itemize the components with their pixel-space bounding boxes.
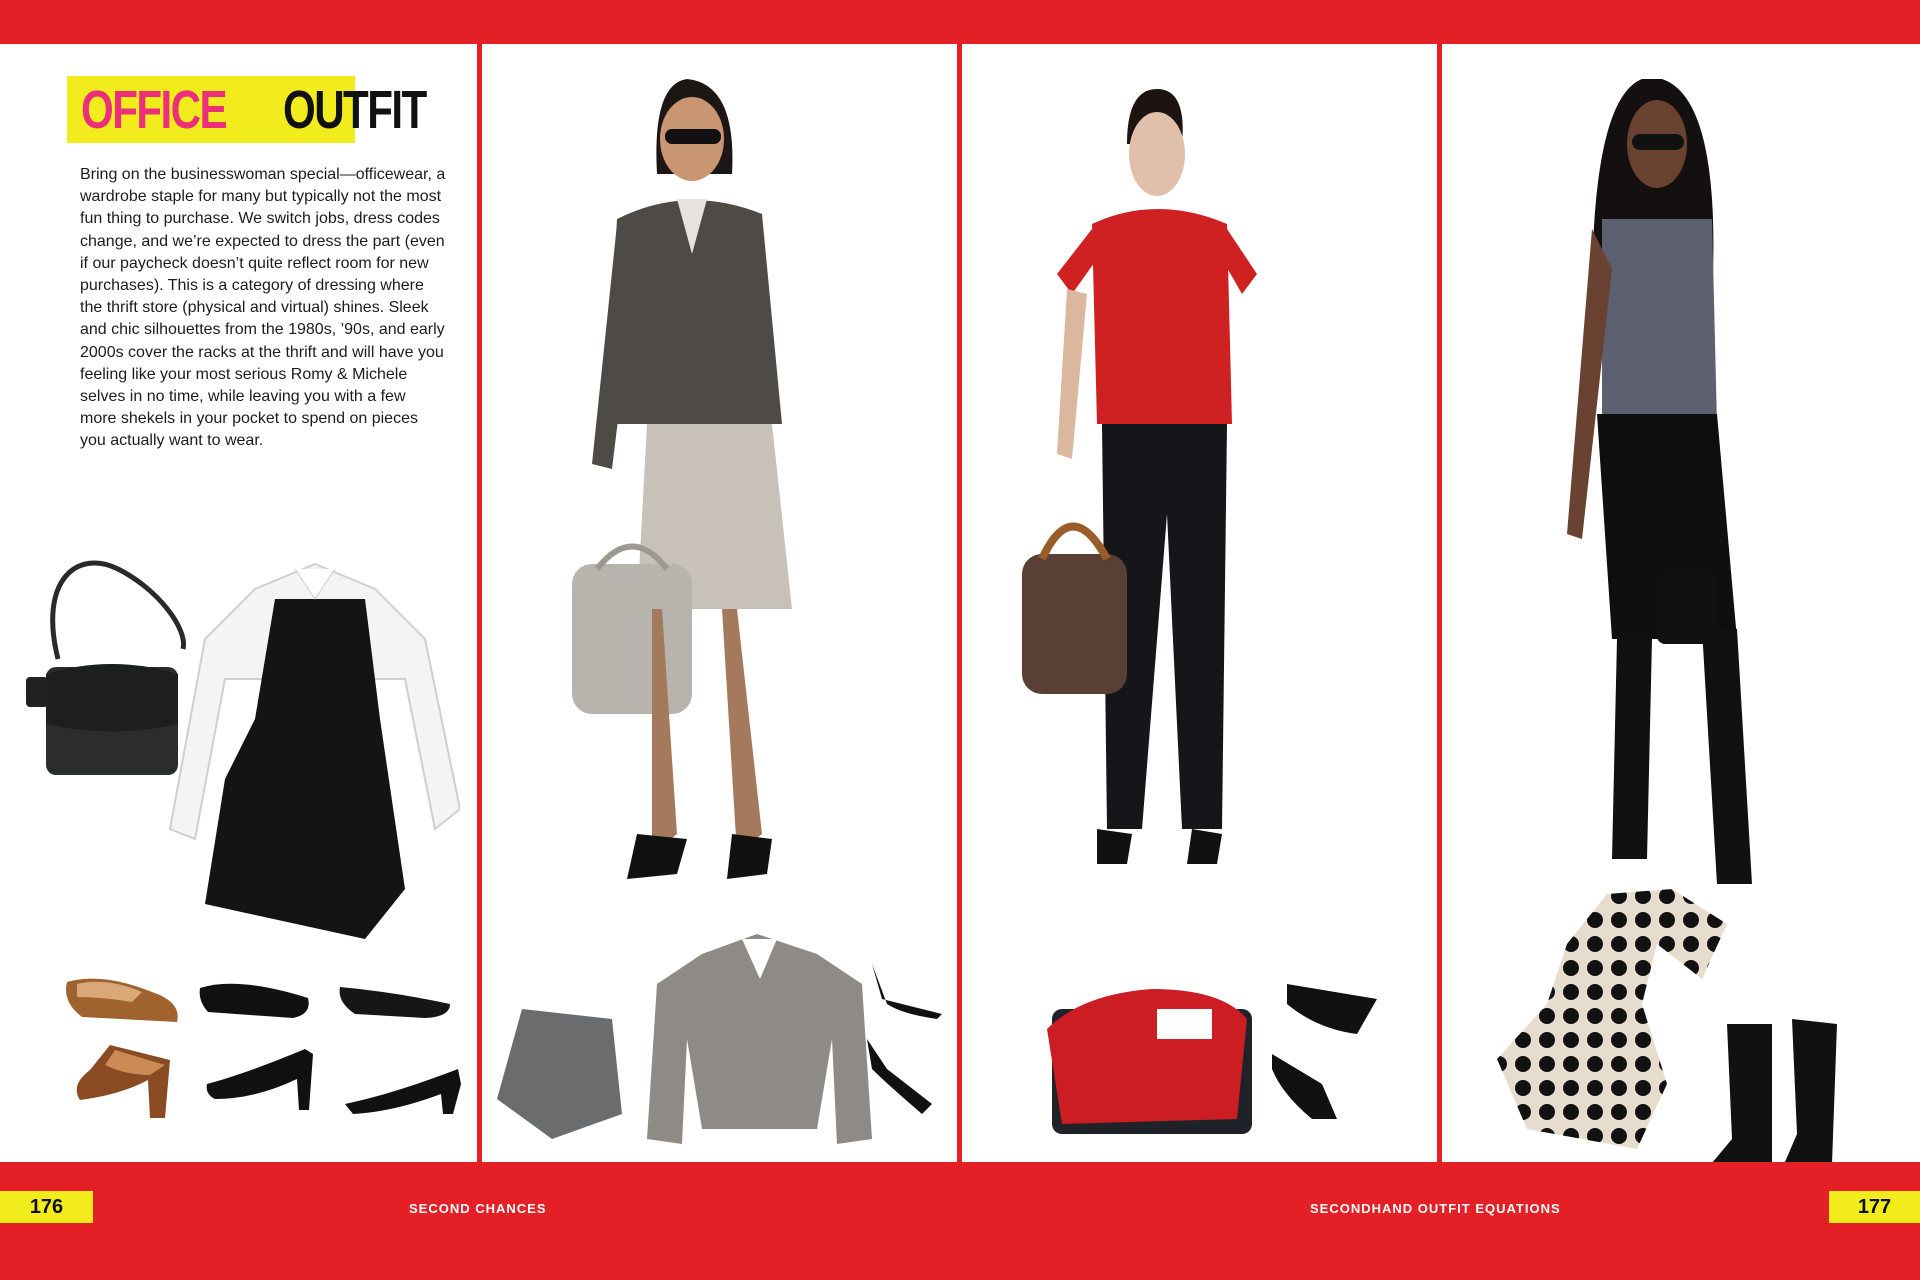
shoe-black-flat [198,976,313,1021]
shoe-black-slingback-2 [343,1064,463,1119]
footer-bar [0,1162,1920,1280]
model-photo-blazer-skirt [557,64,827,894]
black-boots-flatlay [1702,1019,1872,1162]
title-office: OFFICE [81,79,227,140]
panel-intro [0,44,477,1162]
shoe-black-slingback [335,982,455,1022]
running-head-right: SECONDHAND OUTFIT EQUATIONS [1310,1201,1561,1216]
panel-look-2 [962,44,1437,1162]
running-head-left: SECOND CHANCES [409,1201,547,1216]
shirt-and-dress-photo [165,559,460,944]
title-banner [67,76,426,143]
model-photo-printed-top-boots [1522,69,1792,899]
page-number-right: 177 [1829,1191,1920,1223]
panel-look-1 [482,44,957,1162]
blazer-flatlay [642,929,877,1154]
panel-look-3 [1442,44,1920,1162]
model-photo-red-polo [1017,64,1277,904]
page-number-left: 176 [0,1191,93,1223]
title-outfit: OUTFIT [283,79,426,140]
black-heels-flatlay [862,959,947,1119]
shoe-tan-pump [62,972,187,1027]
black-slingbacks-flatlay [1267,974,1392,1124]
intro-paragraph: Bring on the businesswoman special—officewear, a wardrobe staple for many but typically not the most fun thing to purchase. We switch jobs, dress codes change, and we’re expected to dress the part (even if our paycheck doesn’t quite reflect room for new purchases). This is a category of dressing where the thrift store (physical and virtual) shines. Sleek and chic silhouettes from the 1980s, ’90s, and early 2000s cover the racks at the thrift and will have you feeling like your most serious Romy & Michele selves in no time, while leaving you with a few more shekels in your pocket to spend on pieces you actually want to wear. [80,166,446,450]
grey-skirt-flatlay [492,1004,627,1144]
shoe-black-heel [205,1044,320,1114]
red-polo-folded-flatlay [1042,979,1257,1139]
shoe-brown-pump [70,1040,180,1120]
